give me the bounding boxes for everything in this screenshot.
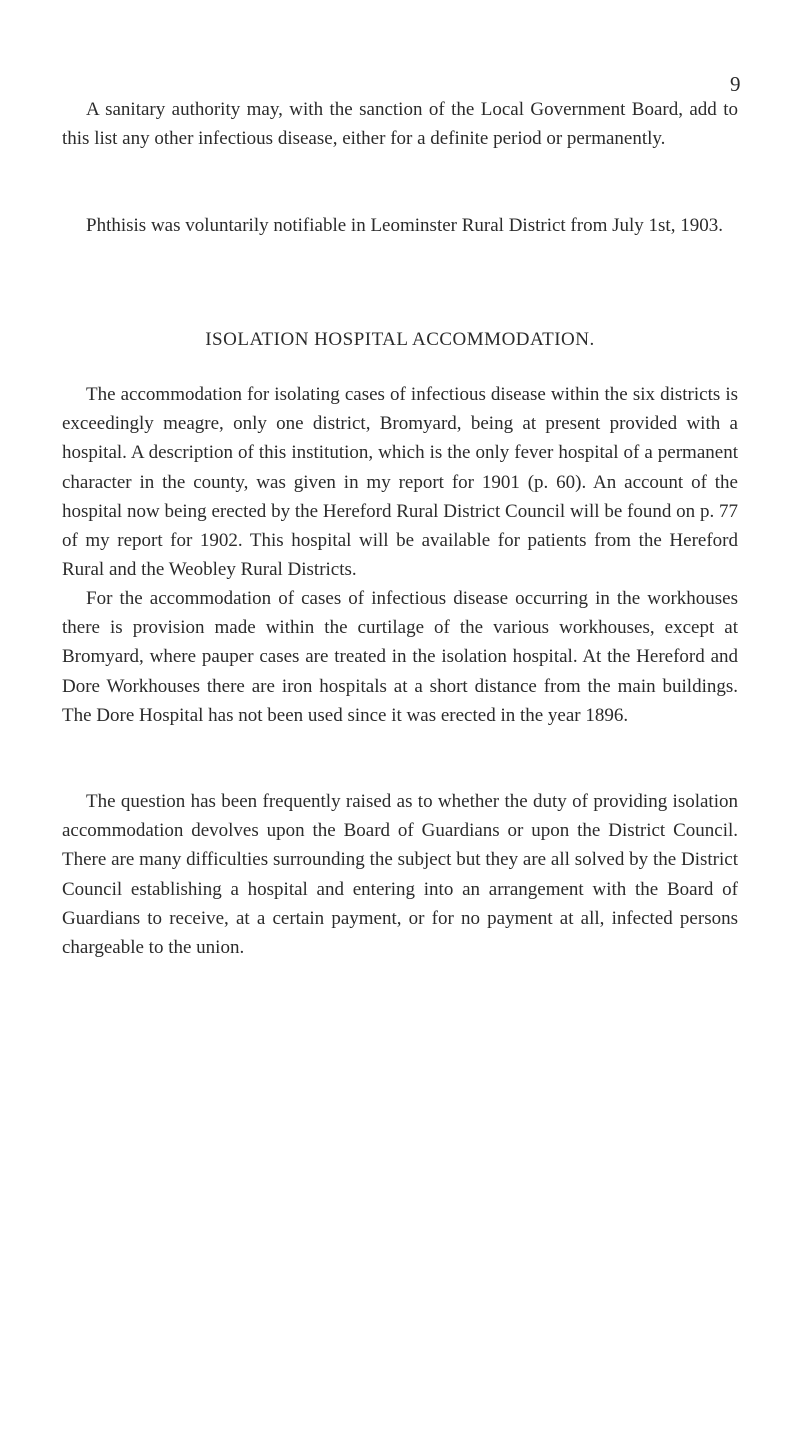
paragraph-notifiable-diseases: A sanitary authority may, with the sanction of the Local Government Board, add to this list any other infectious disease, either for a definite period or permanently. [62,99,738,150]
paragraph-question: The question has been frequently raised as to whether the duty of providing isolation accommodation devolves upon the Board of Guardians or upon the District Council. There are many difficulties surrounding the subject but they are all solved by the District Council establishing a hospital and entering into an arrangement with the Board of Guardians to receive, at a certain payment, or for no payment at all, infected persons chargeable to the union. [62,791,738,959]
section-heading: ISOLATION HOSPITAL ACCOMMODATION. [205,329,595,350]
page-number: 9 [730,72,741,96]
paragraph-workhouses: For the accommodation of cases of infectious disease occurring in the workhouses there is provision made within the curtilage of the various workhouses, except at Bromyard, where pauper cases are treated in the isolation hospital. At the Hereford and Dore Workhouses there are iron hospitals at a short distance from the main buildings. The Dore Hospital has not been used since it was erected in the year 1896. [62,588,738,726]
paragraph-phthisis: Phthisis was voluntarily notifiable in Leominster Rural District from July 1st, 1903. [86,215,723,236]
paragraph-accommodation: The accommodation for isolating cases of infectious disease within the six districts is exceedingly meagre, only one district, Bromyard, being at present provided with a hospital. A description of this institution, which is the only fever hospital of a permanent character in the county, was given in my report for 1901 (p. 60). An account of the hospital now being erected by the Hereford Rural District Council will be found on p. 77 of my report for 1902. This hospital will be available for patients from the Hereford Rural and the Weobley Rural Districts. [62,384,738,581]
